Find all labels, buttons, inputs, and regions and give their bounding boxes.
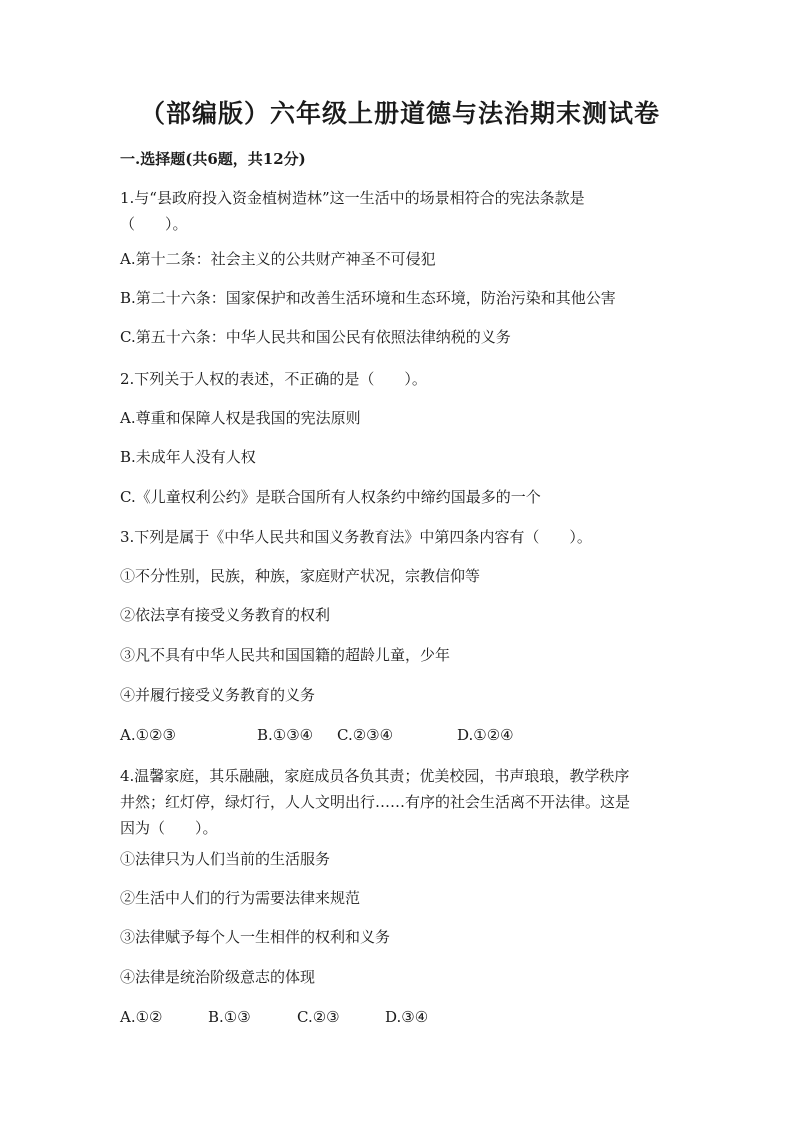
question-4-stem-line-2: 井然；红灯停，绿灯行，人人文明出行……有序的社会生活离不开法律。这是 xyxy=(120,793,631,811)
question-3-statement-2: ②依法享有接受义务教育的权利 xyxy=(120,606,331,624)
question-4-choice-c: C.②③ xyxy=(297,1008,340,1026)
question-4-stem-line-3: 因为（ ）。 xyxy=(120,819,218,837)
question-2-option-b: B.未成年人没有人权 xyxy=(120,448,256,466)
question-4-statement-4: ④法律是统治阶级意志的体现 xyxy=(120,968,316,986)
question-3-choice-d: D.①②④ xyxy=(457,726,514,744)
question-1-option-c: C.第五十六条：中华人民共和国公民有依照法律纳税的义务 xyxy=(120,328,511,346)
page-title: （部编版）六年级上册道德与法治期末测试卷 xyxy=(139,99,660,128)
question-1-option-b: B.第二十六条：国家保护和改善生活环境和生态环境，防治污染和其他公害 xyxy=(120,289,616,307)
question-4-choice-b: B.①③ xyxy=(208,1008,251,1026)
question-2-stem: 2.下列关于人权的表述，不正确的是（ ）。 xyxy=(120,370,427,388)
question-3-statement-4: ④并履行接受义务教育的义务 xyxy=(120,686,316,704)
question-2-option-a: A.尊重和保障人权是我国的宪法原则 xyxy=(120,409,361,427)
question-1-stem-line-2: （ ）。 xyxy=(120,215,188,233)
question-3-choice-c: C.②③④ xyxy=(337,726,394,744)
question-1-stem-line-1: 1.与“县政府投入资金植树造林”这一生活中的场景相符合的宪法条款是 xyxy=(120,189,585,207)
question-4-stem-line-1: 4.温馨家庭，其乐融融，家庭成员各负其责；优美校园，书声琅琅，教学秩序 xyxy=(120,767,630,785)
question-4-statement-3: ③法律赋予每个人一生相伴的权利和义务 xyxy=(120,928,391,946)
question-4-choice-a: A.①② xyxy=(120,1008,163,1026)
section-heading: 一.选择题(共6题，共12分) xyxy=(120,150,306,168)
question-4-statement-2: ②生活中人们的行为需要法律来规范 xyxy=(120,889,361,907)
question-3-choice-b: B.①③④ xyxy=(257,726,314,744)
question-3-stem: 3.下列是属于《中华人民共和国义务教育法》中第四条内容有（ ）。 xyxy=(120,528,592,546)
question-1-option-a: A.第十二条：社会主义的公共财产神圣不可侵犯 xyxy=(120,250,436,268)
question-3-statement-3: ③凡不具有中华人民共和国国籍的超龄儿童，少年 xyxy=(120,646,451,664)
question-4-choice-d: D.③④ xyxy=(385,1008,429,1026)
question-3-statement-1: ①不分性别，民族，种族，家庭财产状况，宗教信仰等 xyxy=(120,567,481,585)
question-2-option-c: C.《儿童权利公约》是联合国所有人权条约中缔约国最多的一个 xyxy=(120,488,541,506)
question-3-choice-a: A.①②③ xyxy=(120,726,176,744)
question-4-statement-1: ①法律只为人们当前的生活服务 xyxy=(120,850,331,868)
